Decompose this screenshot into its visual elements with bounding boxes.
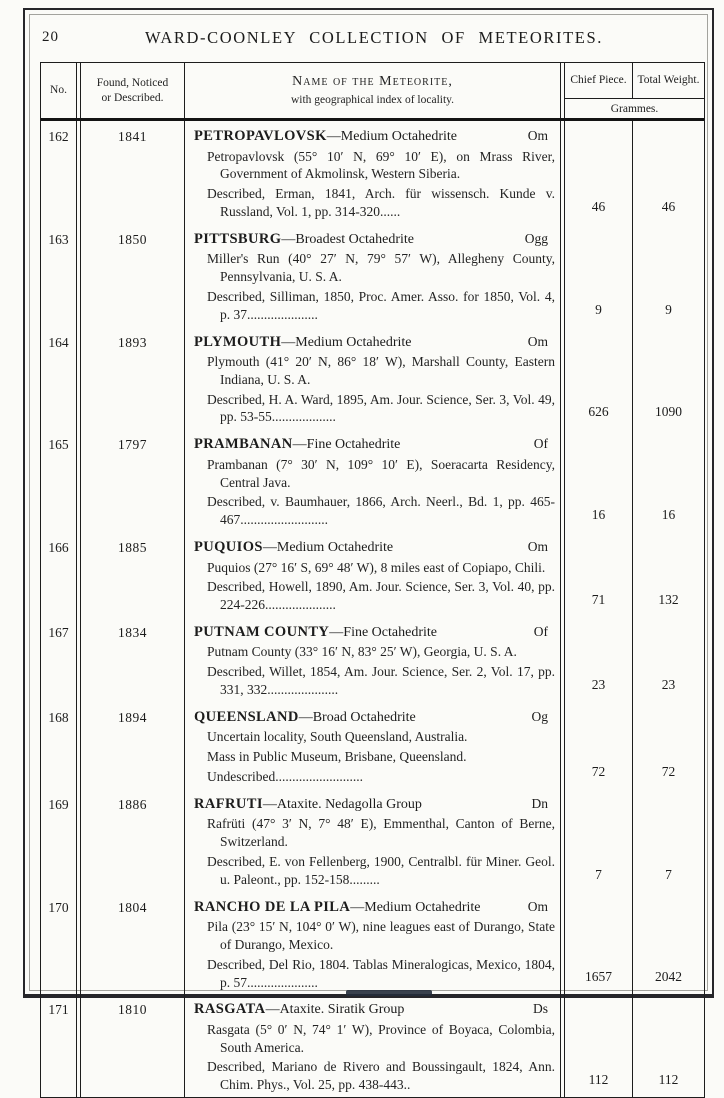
structural-class-code: Ogg	[524, 230, 548, 246]
entry-text-line: Uncertain locality, South Queensland, Australia.	[207, 729, 468, 745]
row-number: 170	[41, 892, 77, 995]
table-row	[41, 327, 704, 430]
meteorite-heading	[194, 795, 555, 814]
meteorite-type: —Fine Octahedrite	[329, 624, 437, 640]
column-header-found: Found, Noticed or Described.	[81, 63, 185, 118]
entry-text-line: Described, Willet, 1854, Am. Jour. Science, Ser. 2, Vol. 17, pp. 331, 332.....................	[207, 664, 555, 698]
row-name-cell	[185, 327, 561, 430]
row-chief-piece-weight: 1657	[565, 892, 633, 995]
row-chief-piece-weight: 23	[565, 617, 633, 702]
meteorite-type: —Ataxite. Siratik Group	[265, 1002, 405, 1018]
column-header-no: No.	[41, 63, 77, 118]
meteorite-name: PRAMBANAN	[194, 436, 293, 453]
row-name-cell	[185, 994, 561, 1097]
structural-class-code: Dn	[531, 795, 548, 811]
row-number: 164	[41, 327, 77, 430]
row-chief-piece-weight: 16	[565, 429, 633, 532]
row-number: 163	[41, 224, 77, 327]
row-year-found: 1894	[81, 702, 185, 789]
entry-text-line: Mass in Public Museum, Brisbane, Queensland.	[207, 749, 467, 765]
row-total-weight: 46	[661, 198, 676, 214]
row-number: 166	[41, 532, 77, 617]
meteorite-type: —Fine Octahedrite	[292, 437, 401, 453]
meteorite-type: —Ataxite. Nedagolla Group	[262, 796, 422, 812]
table-row	[41, 994, 704, 1097]
meteorite-heading	[194, 127, 555, 146]
structural-class-code: Om	[527, 333, 548, 349]
entry-text-line: Rafrüti (47° 3′ N, 7° 48′ E), Emmenthal, Canton of Berne, Switzerland.	[207, 816, 555, 850]
row-name-cell	[185, 429, 561, 532]
row-number: 171	[41, 994, 77, 1097]
row-chief-piece-weight: 626	[565, 327, 633, 430]
row-name-cell	[185, 892, 561, 995]
unit-label-grammes: Grammes.	[565, 98, 704, 118]
column-header-name: Name of the Meteorite, with geographical index of locality.	[185, 63, 561, 118]
meteorite-name: QUEENSLAND	[194, 708, 299, 725]
table-row	[41, 429, 704, 532]
structural-class-code: Om	[527, 898, 548, 914]
row-total-weight: 112	[658, 1072, 679, 1088]
structural-class-code: Of	[533, 436, 548, 452]
page-number: 20	[42, 29, 59, 45]
entry-text-line: Puquios (27° 16′ S, 69° 48′ W), 8 miles east of Copiapo, Chili.	[207, 559, 546, 575]
row-name-cell	[185, 617, 561, 702]
structural-class-code: Om	[527, 128, 548, 143]
row-number: 165	[41, 429, 77, 532]
weight-header-block	[565, 63, 704, 118]
meteorite-name: PUQUIOS	[194, 539, 263, 555]
meteorite-type: —Medium Octahedrite	[326, 129, 458, 144]
entry-text-line: Described, Howell, 1890, Am. Jour. Science, Ser. 3, Vol. 40, pp. 224-226.....................	[207, 579, 555, 613]
table-row	[41, 702, 704, 789]
structural-class-code: Om	[527, 539, 548, 554]
structural-class-code: Og	[531, 708, 548, 724]
meteorite-heading	[194, 708, 555, 727]
table-row	[41, 892, 704, 995]
row-total-weight: 2042	[655, 969, 682, 985]
table-row	[41, 617, 704, 702]
entry-text-line: Described, E. von Fellenberg, 1900, Centralbl. für Miner. Geol. u. Paleont., pp. 152-158.........	[207, 853, 555, 887]
table-row	[41, 121, 704, 224]
meteorite-heading	[194, 623, 555, 642]
meteorite-type: —Broadest Octahedrite	[281, 231, 414, 247]
row-total-weight: 72	[661, 763, 676, 779]
row-year-found: 1885	[81, 532, 185, 617]
running-head	[40, 26, 708, 50]
entry-text-line: Putnam County (33° 16′ N, 83° 25′ W), Georgia, U. S. A.	[207, 644, 517, 660]
row-name-cell	[185, 702, 561, 789]
entry-text-line: Described, Silliman, 1850, Proc. Amer. Asso. for 1850, Vol. 4, p. 37.....................	[207, 288, 555, 322]
structural-class-code: Of	[533, 623, 548, 639]
row-total-weight: 1090	[655, 404, 682, 420]
column-header-chief-piece: Chief Piece.	[565, 63, 633, 98]
meteorite-heading	[194, 333, 555, 352]
entry-text-line: Described, Erman, 1841, Arch. für wissensch. Kunde v. Russland, Vol. 1, pp. 314-320......	[207, 186, 555, 219]
entry-text-line: Rasgata (5° 0′ N, 74° 1′ W), Province of Boyaca, Colombia, South America.	[207, 1021, 555, 1055]
table-header	[41, 63, 704, 121]
meteorite-type: —Medium Octahedrite	[262, 540, 394, 555]
meteorite-type: —Medium Octahedrite	[350, 899, 481, 915]
table-row	[41, 789, 704, 892]
row-year-found: 1797	[81, 429, 185, 532]
row-total-weight: 16	[661, 507, 676, 522]
ink-mark	[346, 990, 432, 996]
row-total-weight: 23	[661, 676, 676, 692]
meteorite-name: PUTNAM COUNTY	[194, 623, 330, 640]
page-title: WARD-COONLEY COLLECTION OF METEORITES.	[145, 28, 603, 47]
row-year-found: 1834	[81, 617, 185, 702]
row-chief-piece-weight: 112	[565, 994, 633, 1097]
row-year-found: 1886	[81, 789, 185, 892]
row-number: 169	[41, 789, 77, 892]
table-row	[41, 224, 704, 327]
meteorite-catalog-table	[40, 62, 705, 1098]
table-body	[41, 121, 704, 1097]
meteorite-type: —Broad Octahedrite	[298, 709, 416, 725]
meteorite-name: PLYMOUTH	[194, 333, 282, 350]
entry-text-line: Described, Mariano de Rivero and Boussingault, 1824, Ann. Chim. Phys., Vol. 25, pp. 438-443..	[207, 1059, 555, 1093]
column-header-total-weight: Total Weight.	[637, 74, 700, 87]
entry-text-line: Petropavlovsk (55° 10′ N, 69° 10′ E), on Mrass River, Government of Akmolinsk, Western Siberia.	[207, 148, 555, 182]
row-name-cell	[185, 121, 561, 224]
row-chief-piece-weight: 71	[565, 532, 633, 617]
table-row	[41, 532, 704, 617]
entry-text-line: Pila (23° 15′ N, 104° 0′ W), nine leagues east of Durango, State of Durango, Mexico.	[207, 919, 555, 952]
meteorite-heading	[194, 898, 555, 917]
row-total-weight: 9	[665, 301, 672, 317]
meteorite-heading	[194, 1000, 555, 1019]
meteorite-heading	[194, 230, 555, 249]
row-chief-piece-weight: 7	[565, 789, 633, 892]
row-total-weight: 7	[665, 866, 672, 882]
row-year-found: 1841	[81, 121, 185, 224]
row-year-found: 1810	[81, 994, 185, 1097]
row-chief-piece-weight: 9	[565, 224, 633, 327]
row-year-found: 1850	[81, 224, 185, 327]
entry-text-line: Miller's Run (40° 27′ N, 79° 57′ W), Allegheny County, Pennsylvania, U. S. A.	[207, 251, 555, 285]
meteorite-heading	[194, 435, 555, 454]
meteorite-name: RAFRUTI	[194, 795, 263, 812]
meteorite-type: —Medium Octahedrite	[281, 334, 412, 350]
entry-text-line: Described, H. A. Ward, 1895, Am. Jour. Science, Ser. 3, Vol. 49, pp. 53-55...................	[207, 391, 555, 425]
row-name-cell	[185, 789, 561, 892]
meteorite-name: PITTSBURG	[194, 230, 282, 247]
row-year-found: 1893	[81, 327, 185, 430]
row-number: 168	[41, 702, 77, 789]
entry-text-line: Described, Del Rio, 1804. Tablas Mineralogicas, Mexico, 1804, p. 57.....................	[207, 956, 555, 990]
entry-text-line: Prambanan (7° 30′ N, 109° 10′ E), Soeracarta Residency, Central Java.	[207, 456, 555, 490]
entry-text-line: Described, v. Baumhauer, 1866, Arch. Neerl., Bd. 1, pp. 465-467..........................	[207, 494, 555, 528]
row-name-cell	[185, 532, 561, 617]
row-chief-piece-weight: 72	[565, 702, 633, 789]
meteorite-name: RASGATA	[194, 1001, 266, 1018]
meteorite-name: RANCHO DE LA PILA	[194, 898, 351, 915]
meteorite-heading	[194, 538, 555, 557]
entry-text-line: Plymouth (41° 20′ N, 86° 18′ W), Marshall County, Eastern Indiana, U. S. A.	[207, 354, 555, 387]
row-total-weight: 132	[658, 591, 679, 607]
row-number: 162	[41, 121, 77, 224]
row-chief-piece-weight: 46	[565, 121, 633, 224]
row-year-found: 1804	[81, 892, 185, 995]
structural-class-code: Ds	[532, 1001, 548, 1017]
meteorite-name: PETROPAVLOVSK	[194, 128, 327, 144]
entry-text-line: Undescribed..........................	[207, 769, 363, 784]
row-number: 167	[41, 617, 77, 702]
row-name-cell	[185, 224, 561, 327]
